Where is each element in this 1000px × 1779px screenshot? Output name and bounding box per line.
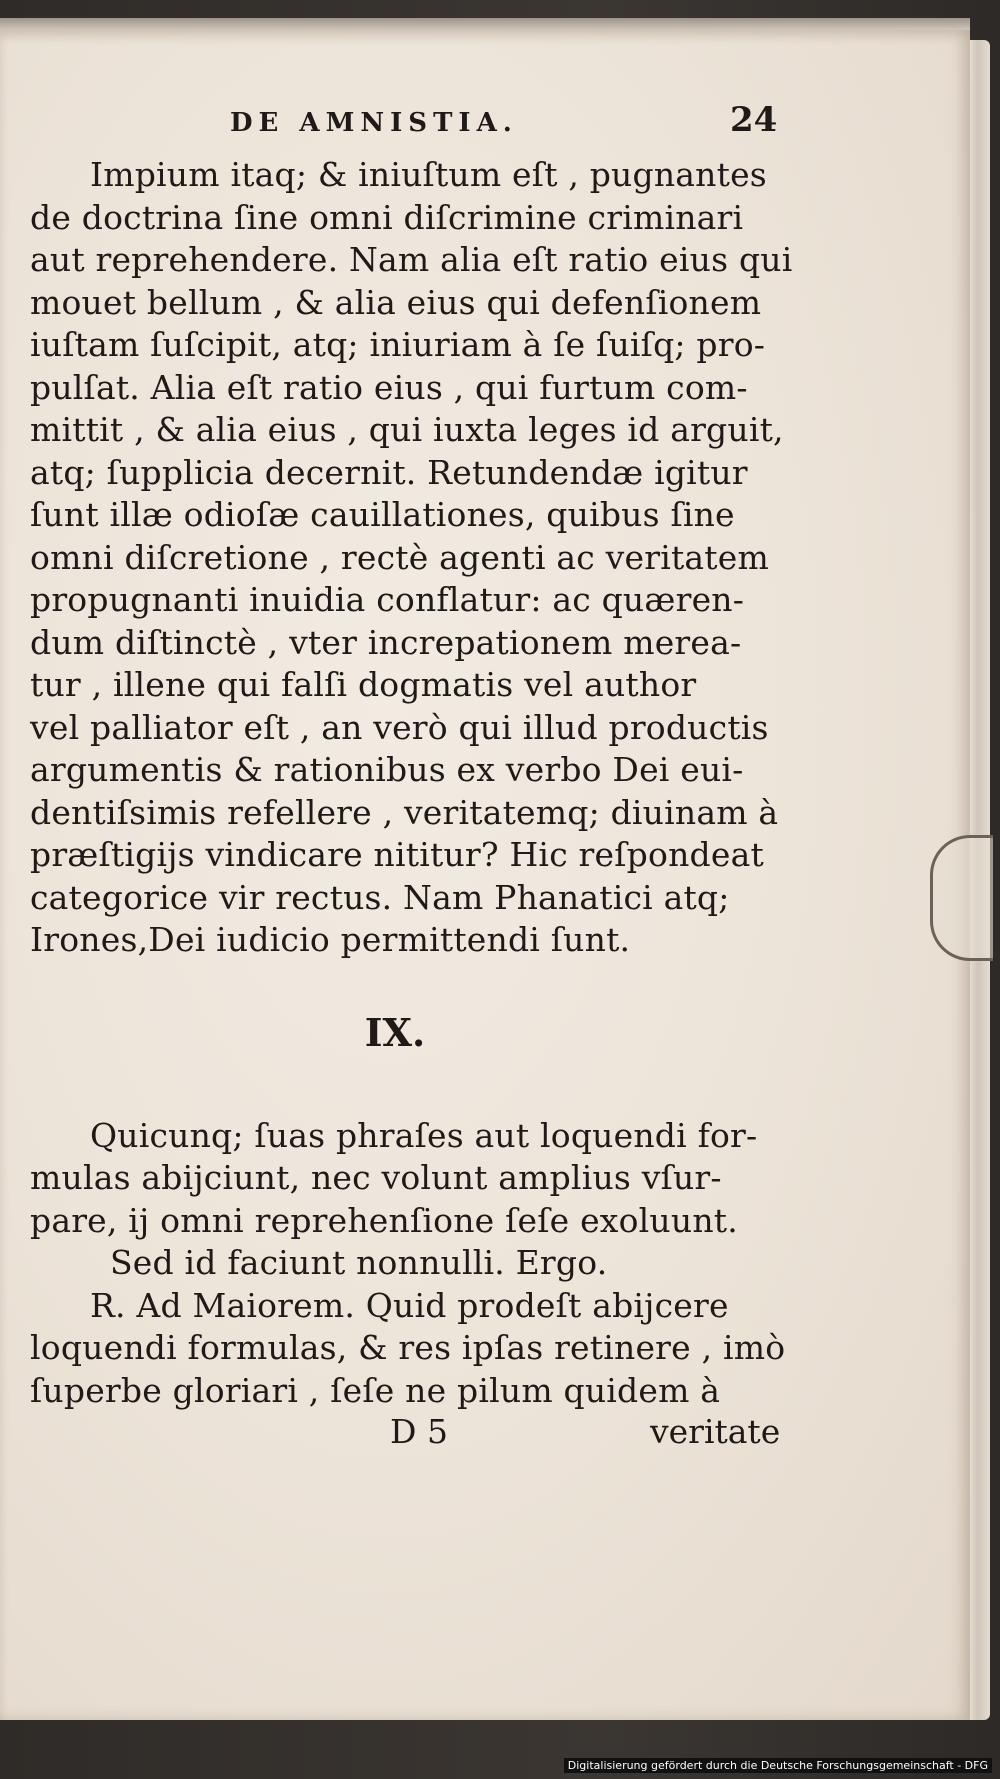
page-header: [30, 100, 790, 150]
text-line: pulſat. Alia eſt ratio eius , qui furtum com-: [30, 367, 748, 407]
paragraph-2: [30, 1115, 790, 1243]
text-line: dum diſtinctè , vter increpationem merea-: [30, 622, 742, 662]
digitization-credit: Digitalisierung gefördert durch die Deutsche Forschungsgemeinschaft - DFG: [564, 1758, 992, 1773]
paragraph-1: [30, 154, 793, 962]
text-line: categorice vir rectus. Nam Phanatici atq;: [30, 877, 730, 917]
text-line: R. Ad Maiorem. Quid prodeſt abijcere: [90, 1285, 729, 1325]
paragraph-3: [30, 1285, 790, 1413]
text-line: aut reprehendere. Nam alia eſt ratio eius qui: [30, 240, 793, 279]
text-line: Irones,Dei iudicio permittendi ſunt.: [30, 920, 631, 959]
text-line: pare, ij omni reprehenſione ſeſe exoluunt.: [30, 1200, 738, 1240]
running-title: DE AMNISTIA.: [230, 108, 518, 138]
bookmark-tab: [930, 835, 993, 961]
text-line: atq; ſupplicia decernit. Retundendæ igitur: [30, 452, 748, 492]
text-line: ſunt illæ odioſæ cauillationes, quibus ſine: [30, 495, 735, 534]
text-line: tur , illene qui falſi dogmatis vel author: [30, 665, 697, 704]
catchword: veritate: [650, 1412, 781, 1451]
page-text: [30, 100, 793, 1456]
text-line: vel palliator eſt , an verò qui illud productis: [30, 707, 769, 747]
signature-mark: D 5: [390, 1412, 448, 1451]
text-line: mulas abijciunt, nec volunt amplius vſur-: [30, 1158, 722, 1197]
text-line: iuſtam ſuſcipit, atq; iniuriam à ſe ſuiſq; pro-: [30, 325, 766, 364]
text-line: omni diſcretione , rectè agenti ac veritatem: [30, 537, 769, 577]
text-line: propugnanti inuidia conflatur: ac quæren-: [30, 580, 745, 619]
minor-premise: Sed id faciunt nonnulli. Ergo.: [110, 1243, 608, 1282]
text-line: mittit , & alia eius , qui iuxta leges id arguit,: [30, 410, 784, 449]
text-line: ſuperbe gloriari , ſeſe ne pilum quidem à: [30, 1370, 721, 1410]
text-line: Impium itaq; & iniuſtum eſt , pugnantes: [90, 155, 767, 194]
text-line: argumentis & rationibus ex verbo Dei eui-: [30, 750, 744, 789]
text-line: dentiſsimis refellere , veritatemq; diuinam à: [30, 792, 779, 832]
section-heading: IX.: [364, 1009, 426, 1055]
page-number: 24: [730, 100, 778, 140]
catchline: [30, 1412, 790, 1456]
text-line: Quicunq; ſuas phraſes aut loquendi for-: [90, 1115, 758, 1155]
text-line: mouet bellum , & alia eius qui defenſionem: [30, 282, 762, 322]
text-line: de doctrina ſine omni diſcrimine criminari: [30, 197, 744, 237]
text-line: præſtigijs vindicare nititur? Hic reſpondeat: [30, 835, 764, 874]
text-line: loquendi formulas, & res ipſas retinere , imò: [30, 1328, 786, 1367]
